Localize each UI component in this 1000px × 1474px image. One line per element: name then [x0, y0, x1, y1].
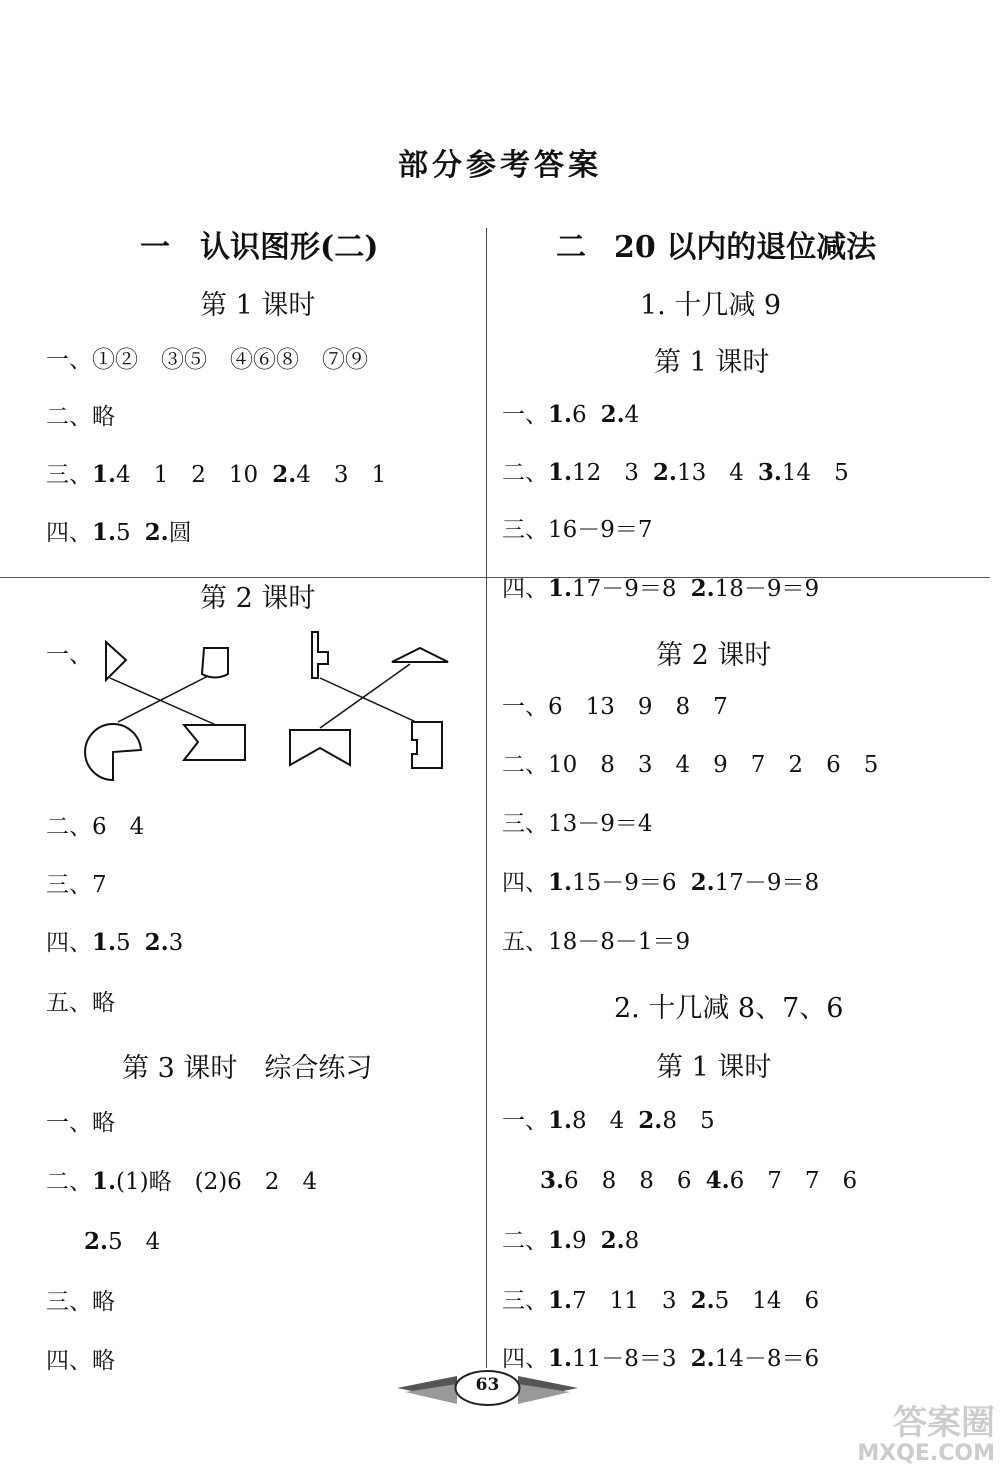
right-s1l1-q3 — [502, 515, 653, 545]
item-number: 1. — [548, 869, 573, 896]
item-number: 1. — [548, 401, 573, 428]
column-divider — [486, 228, 487, 1368]
question-label: 三、 — [46, 1289, 92, 1315]
shape-pacman-circle — [85, 724, 141, 780]
answer-text: 8 4 — [572, 1108, 625, 1134]
item-number: 2. — [144, 519, 169, 546]
item-number: 2. — [272, 461, 297, 488]
answer-text: 4 — [624, 402, 640, 428]
answer-text: 5 14 6 — [714, 1288, 820, 1314]
right-s2l1-q3 — [502, 1286, 819, 1316]
answer-text: 12 3 — [572, 460, 639, 486]
answer-text: 6 7 7 6 — [729, 1168, 858, 1194]
item-number: 1. — [92, 1168, 117, 1195]
item-number: 1. — [548, 1107, 573, 1134]
answer-text: 15－9＝6 — [572, 870, 677, 896]
left-l3-q2-b — [84, 1227, 160, 1257]
question-label: 四、 — [46, 1348, 92, 1374]
answer-text: 18－9＝9 — [714, 576, 820, 602]
item-number: 2. — [690, 1287, 715, 1314]
answer-text: 5 4 — [108, 1229, 161, 1255]
item-number: 2. — [638, 1107, 663, 1134]
item-number: 2. — [600, 401, 625, 428]
left-l3-q2 — [46, 1167, 317, 1197]
right-s1l2-q3 — [502, 809, 653, 839]
left-l1-q3 — [46, 460, 386, 490]
question-label: 二、 — [502, 460, 548, 486]
answer-text: 略 — [92, 990, 115, 1016]
left-l2-q5 — [46, 988, 115, 1018]
answer-text: 13 4 — [676, 460, 744, 486]
question-label: 二、 — [502, 752, 548, 778]
match-line — [320, 664, 410, 728]
answer-text: 8 — [624, 1228, 640, 1254]
item-number: 2. — [690, 1345, 715, 1372]
watermark-logo: 答案圈 — [893, 1403, 995, 1443]
answer-text: 11－8＝3 — [572, 1346, 677, 1372]
answer-text: 8 5 — [662, 1108, 715, 1134]
answer-text: ①② ③⑤ ④⑥⑧ ⑦⑨ — [92, 347, 368, 373]
answer-text: 17－9＝8 — [572, 576, 677, 602]
shape-triangle-flag — [106, 642, 126, 680]
item-number: 1. — [548, 1287, 573, 1314]
question-label: 二、 — [46, 1169, 92, 1195]
page-number: 63 — [475, 1375, 500, 1395]
item-number: 2. — [600, 1227, 625, 1254]
question-label: 五、 — [46, 990, 92, 1016]
item-number: 3. — [540, 1167, 565, 1194]
right-s1l1-q2 — [502, 458, 849, 488]
left-l2-q3 — [46, 870, 107, 900]
answer-text: 6 4 — [92, 814, 145, 840]
question-label: 二、 — [46, 814, 92, 840]
item-number: 1. — [92, 519, 117, 546]
question-label: 三、 — [46, 462, 92, 488]
right-section1-title: 1. 十几减 9 — [640, 290, 782, 321]
right-section2-title: 2. 十几减 8、7、6 — [614, 993, 844, 1024]
shape-notched-rect — [412, 722, 442, 768]
question-label: 三、 — [502, 1288, 548, 1314]
question-label: 四、 — [502, 1346, 548, 1372]
right-s1l2-q4 — [502, 868, 819, 898]
answer-text: 略 — [92, 1348, 115, 1374]
left-l3-q1 — [46, 1108, 115, 1138]
item-number: 3. — [757, 459, 782, 486]
question-label: 三、 — [502, 811, 548, 837]
shape-v-notch-rect — [290, 730, 350, 765]
left-l2-q1-label: 一、 — [46, 642, 92, 668]
left-l1-q2 — [46, 402, 115, 432]
question-label: 三、 — [46, 872, 92, 898]
left-l2-q2 — [46, 812, 144, 842]
answer-text: 4 1 2 10 — [116, 462, 259, 488]
question-label: 一、 — [46, 1110, 92, 1136]
answer-text: 6 13 9 8 7 — [548, 694, 728, 720]
item-number: 2. — [690, 575, 715, 602]
right-s1l2-q5 — [502, 927, 690, 957]
answer-text: 5 — [116, 930, 131, 956]
answer-text: 7 11 3 — [572, 1288, 677, 1314]
answer-text: 14－8＝6 — [714, 1346, 820, 1372]
right-s1l2-q2 — [502, 750, 878, 780]
left-heading-title: 认识图形(二) — [200, 230, 379, 265]
answer-text: 17－9＝8 — [714, 870, 820, 896]
question-label: 五、 — [502, 929, 548, 955]
right-s1l2-q1 — [502, 692, 728, 722]
shape-notched-bar — [312, 632, 328, 678]
answer-text: 6 8 8 6 — [564, 1168, 692, 1194]
left-l2-q4 — [46, 928, 183, 958]
question-label: 四、 — [502, 576, 548, 602]
question-label: 一、 — [502, 402, 548, 428]
right-s2-lesson1-title: 第 1 课时 — [656, 1052, 772, 1083]
right-s1l1-q1 — [502, 400, 639, 430]
question-label: 一、 — [502, 1108, 548, 1134]
left-l1-q4 — [46, 518, 192, 548]
right-s2l1-q1 — [502, 1106, 715, 1136]
question-label: 四、 — [46, 930, 92, 956]
right-s1-lesson1-title: 第 1 课时 — [654, 347, 770, 378]
question-label: 三、 — [502, 517, 548, 543]
item-number: 2. — [144, 929, 169, 956]
right-s1-lesson2-title: 第 2 课时 — [656, 640, 772, 671]
answer-text: 14 5 — [781, 460, 849, 486]
answer-text: 4 3 1 — [296, 462, 387, 488]
page-title: 部分参考答案 — [398, 148, 602, 183]
item-number: 2. — [84, 1228, 109, 1255]
question-label: 四、 — [502, 870, 548, 896]
item-number: 1. — [548, 459, 573, 486]
answer-text: 略 — [92, 404, 115, 430]
answer-text: 13－9＝4 — [548, 811, 653, 837]
shape-notched-banner — [184, 725, 245, 760]
left-heading-number: 一 — [140, 230, 170, 265]
answer-text: 5 — [116, 520, 131, 546]
watermark — [830, 1395, 995, 1471]
left-lesson2-title: 第 2 课时 — [200, 583, 316, 614]
left-lesson1-title: 第 1 课时 — [200, 290, 316, 321]
right-s2l1-q2 — [502, 1226, 639, 1256]
right-heading-number: 二 — [556, 230, 586, 265]
item-number: 4. — [705, 1167, 730, 1194]
page-number-badge — [395, 1362, 580, 1414]
answer-text: 9 — [572, 1228, 587, 1254]
item-number: 1. — [92, 461, 117, 488]
match-line — [320, 678, 416, 722]
answer-text: 略 — [92, 1289, 115, 1315]
item-number: 1. — [92, 929, 117, 956]
shape-matching-figure — [80, 630, 460, 785]
question-label: 二、 — [46, 404, 92, 430]
left-lesson3-title: 第 3 课时 综合练习 — [122, 1053, 373, 1084]
left-l1-q1 — [46, 345, 368, 375]
item-number: 2. — [690, 869, 715, 896]
question-label: 一、 — [502, 694, 548, 720]
left-l3-q3 — [46, 1287, 115, 1317]
section-divider — [0, 577, 990, 578]
answer-text: (1)略 (2)6 2 4 — [116, 1169, 318, 1195]
right-s2l1-q1-b — [540, 1166, 857, 1196]
watermark-url: MXQE.COM — [857, 1441, 995, 1466]
shape-quarter-circle — [202, 648, 228, 677]
answer-text: 7 — [92, 872, 107, 898]
question-label: 四、 — [46, 520, 92, 546]
answer-text: 6 — [572, 402, 587, 428]
answer-text: 略 — [92, 1110, 115, 1136]
answer-text: 3 — [168, 930, 184, 956]
answer-text: 16－9＝7 — [548, 517, 653, 543]
shape-flat-triangle — [392, 648, 448, 662]
answer-text: 18－8－1＝9 — [548, 929, 691, 955]
question-label: 一、 — [46, 347, 92, 373]
answer-text: 圆 — [168, 520, 192, 546]
item-number: 2. — [652, 459, 677, 486]
item-number: 1. — [548, 575, 573, 602]
right-s1l1-q4 — [502, 574, 819, 604]
item-number: 1. — [548, 1345, 573, 1372]
answer-text: 10 8 3 4 9 7 2 6 5 — [548, 752, 879, 778]
item-number: 1. — [548, 1227, 573, 1254]
left-l3-q4 — [46, 1346, 115, 1376]
question-label: 二、 — [502, 1228, 548, 1254]
right-heading-title: 20 以内的退位减法 — [614, 230, 877, 265]
